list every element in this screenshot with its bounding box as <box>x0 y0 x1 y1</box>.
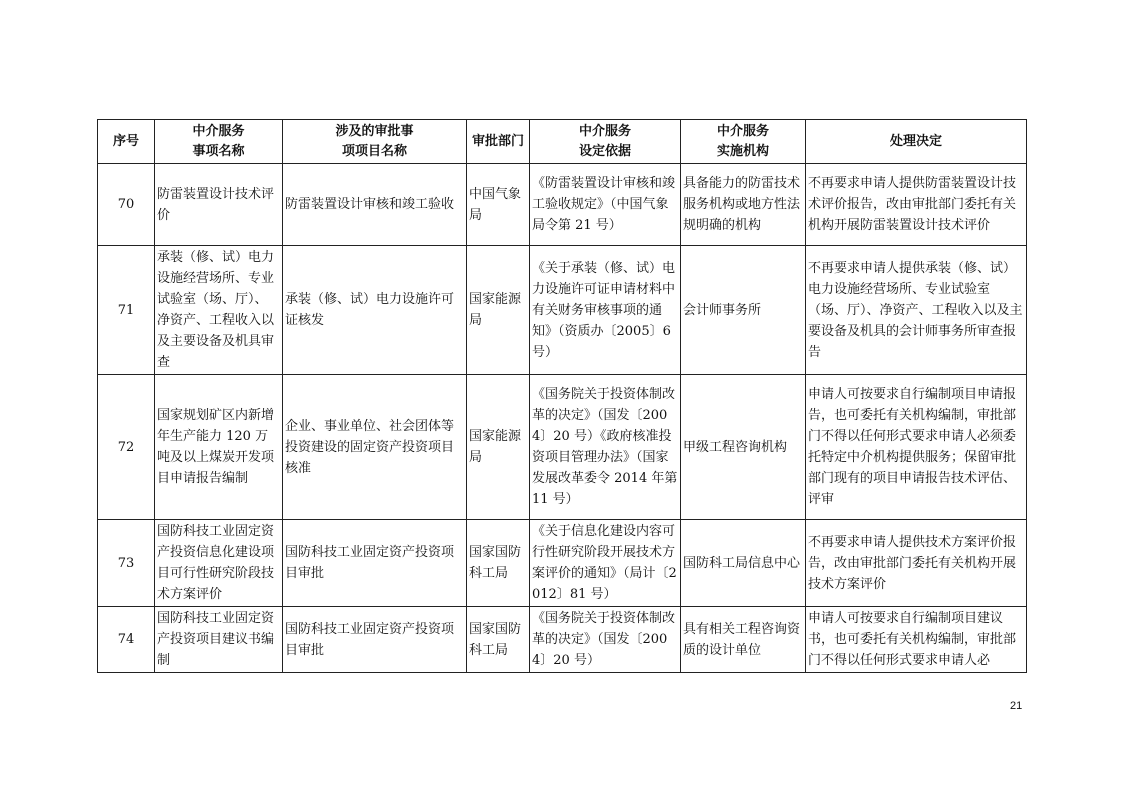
cell-department: 中国气象局 <box>467 164 530 246</box>
header-service <box>155 120 283 164</box>
header-basis-line2: 设定依据 <box>578 143 631 159</box>
header-approval-item <box>283 120 467 164</box>
cell-decision: 申请人可按要求自行编制项目建议书，也可委托有关机构编制，审批部门不得以任何形式要求申请人必 <box>806 607 1027 673</box>
table-row <box>98 520 1027 607</box>
table-row <box>98 246 1027 375</box>
cell-service: 承装（修、试）电力设施经营场所、专业试验室（场、厅）、净资产、工程收入以及主要设备及机具审查 <box>155 246 283 375</box>
cell-agency: 国防科工局信息中心 <box>681 520 806 607</box>
cell-approval-item: 国防科技工业固定资产投资项目审批 <box>283 520 467 607</box>
cell-agency: 甲级工程咨询机构 <box>681 375 806 520</box>
header-service-line1: 中介服务 <box>192 123 245 139</box>
cell-approval-item: 国防科技工业固定资产投资项目审批 <box>283 607 467 673</box>
header-approval-line2: 项项目名称 <box>341 143 407 159</box>
cell-seq: 73 <box>98 520 155 607</box>
cell-seq: 74 <box>98 607 155 673</box>
header-basis <box>530 120 681 164</box>
header-basis-line1: 中介服务 <box>578 123 631 139</box>
header-agency-line1: 中介服务 <box>716 123 769 139</box>
cell-department: 国家国防科工局 <box>467 607 530 673</box>
header-service-line2: 事项名称 <box>192 143 245 159</box>
header-agency <box>681 120 806 164</box>
cell-basis: 《国务院关于投资体制改革的决定》（国发〔2004〕20 号） <box>530 607 681 673</box>
cell-basis: 《防雷装置设计审核和竣工验收规定》（中国气象局令第 21 号） <box>530 164 681 246</box>
cell-approval-item: 防雷装置设计审核和竣工验收 <box>283 164 467 246</box>
cell-decision: 不再要求申请人提供技术方案评价报告，改由审批部门委托有关机构开展技术方案评价 <box>806 520 1027 607</box>
cell-service: 国防科技工业固定资产投资信息化建设项目可行性研究阶段技术方案评价 <box>155 520 283 607</box>
cell-agency: 具有相关工程咨询资质的设计单位 <box>681 607 806 673</box>
header-department: 审批部门 <box>467 120 530 164</box>
table-row <box>98 607 1027 673</box>
header-agency-line2: 实施机构 <box>716 143 769 159</box>
cell-agency: 会计师事务所 <box>681 246 806 375</box>
cell-seq: 71 <box>98 246 155 375</box>
cell-seq: 70 <box>98 164 155 246</box>
service-table <box>97 119 1027 673</box>
cell-department: 国家能源局 <box>467 246 530 375</box>
table-header-row <box>98 120 1027 164</box>
header-decision: 处理决定 <box>806 120 1027 164</box>
cell-decision: 申请人可按要求自行编制项目申请报告，也可委托有关机构编制，审批部门不得以任何形式要求申请人必须委托特定中介机构提供服务；保留审批部门现有的项目申请报告技术评估、评审 <box>806 375 1027 520</box>
cell-service: 国家规划矿区内新增年生产能力 120 万吨及以上煤炭开发项目申请报告编制 <box>155 375 283 520</box>
header-approval-line1: 涉及的审批事 <box>335 123 414 139</box>
cell-basis: 《国务院关于投资体制改革的决定》（国发〔2004〕20 号）《政府核准投资项目管理办法》（国家发展改革委令 2014 年第 11 号） <box>530 375 681 520</box>
cell-seq: 72 <box>98 375 155 520</box>
cell-approval-item: 承装（修、试）电力设施许可证核发 <box>283 246 467 375</box>
cell-agency: 具备能力的防雷技术服务机构或地方性法规明确的机构 <box>681 164 806 246</box>
cell-approval-item: 企业、事业单位、社会团体等投资建设的固定资产投资项目核准 <box>283 375 467 520</box>
table-row <box>98 164 1027 246</box>
cell-service: 国防科技工业固定资产投资项目建议书编制 <box>155 607 283 673</box>
page-number: 21 <box>1010 700 1023 712</box>
cell-service: 防雷装置设计技术评价 <box>155 164 283 246</box>
cell-basis: 《关于承装（修、试）电力设施许可证申请材料中有关财务审核事项的通知》（资质办〔2005〕6 号） <box>530 246 681 375</box>
cell-department: 国家能源局 <box>467 375 530 520</box>
cell-basis: 《关于信息化建设内容可行性研究阶段开展技术方案评价的通知》（局计〔2012〕81 号） <box>530 520 681 607</box>
table-row <box>98 375 1027 520</box>
header-seq: 序号 <box>98 120 155 164</box>
cell-decision: 不再要求申请人提供防雷装置设计技术评价报告，改由审批部门委托有关机构开展防雷装置设计技术评价 <box>806 164 1027 246</box>
cell-department: 国家国防科工局 <box>467 520 530 607</box>
cell-decision: 不再要求申请人提供承装（修、试）电力设施经营场所、专业试验室（场、厅）、净资产、工程收入以及主要设备及机具的会计师事务所审查报告 <box>806 246 1027 375</box>
